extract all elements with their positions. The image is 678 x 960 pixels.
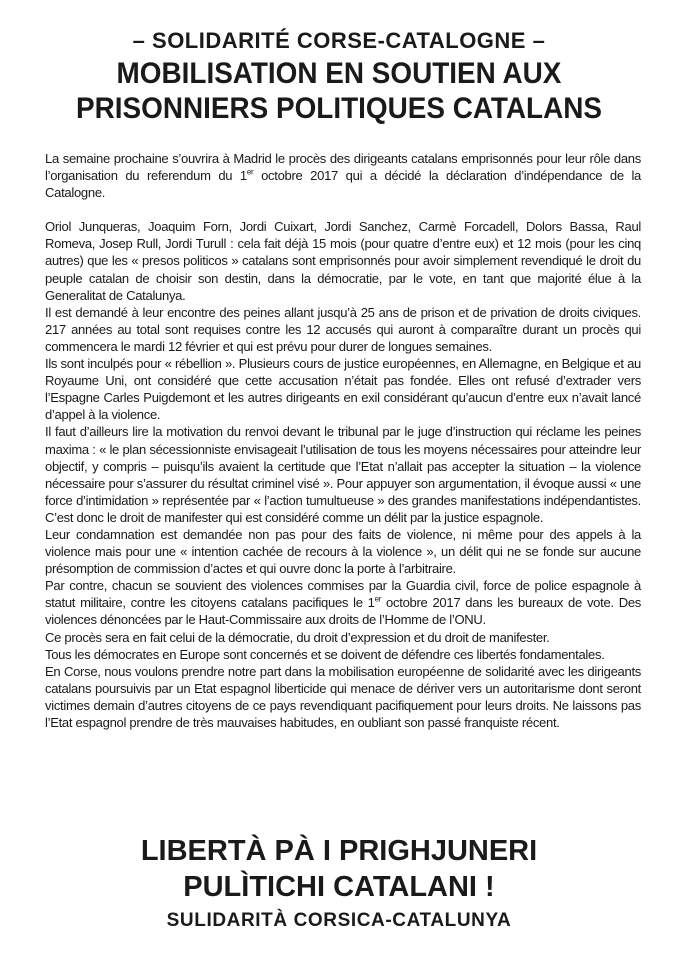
paragraph-democracy: Ce procès sera en fait celui de la démocratie, du droit d’expression et du droit de manifester.	[45, 629, 550, 645]
main-title-line-2: PRISONNIERS POLITIQUES CATALANS	[75, 92, 603, 125]
kicker-heading: – SOLIDARITÉ CORSE-CATALOGNE –	[132, 28, 546, 53]
slogan-line-2: PULÌTICHI CATALANI !	[183, 871, 495, 903]
paragraph-condemnation: Leur condamnation est demandée non pas pour des faits de violence, ni même pour des appels à la violence mais pour une « intention cachée de recours à la violence », un délit qui ne se fonde sur aucune présomption de commission d’actes et qui ouvre donc la porte à l’arbitraire.	[45, 526, 641, 577]
paragraph-violence-text-a: Par contre, chacun se souvient des violences commises par la Guardia civil, force de police espagnole à statut militaire, contre les citoyens catalans pacifiques le 1	[45, 578, 641, 611]
main-title	[24, 56, 655, 126]
slogan-line-1: LIBERTÀ PÀ I PRIGHJUNERI	[140, 835, 538, 867]
slogan	[0, 833, 678, 905]
superscript-er-2: er	[374, 595, 382, 604]
paragraph-sentences: Il est demandé à leur encontre des peines allant jusqu’à 25 ans de prison et de privation de droits civiques. 217 années au total sont requises contre les 12 accusés qui auront à comparaître durant un procès qui commencera le mardi 12 février et qui est prévu pour durer de longues semaines.	[45, 304, 641, 354]
main-title-line-1: MOBILISATION EN SOUTIEN AUX	[116, 57, 562, 90]
paragraph-prisoners: Oriol Junqueras, Joaquim Forn, Jordi Cuixart, Jordi Sanchez, Carmè Forcadell, Dolors Bassa, Raul Romeva, Josep Rull, Jordi Turull : cela fait déjà 15 mois (pour quatre d’entre eux) et 12 mois (pour les cinq autres) que les « presos politicos » catalans sont emprisonnés pour avoir simplement revendiqué le droit du peuple catalan de choisir son destin, dans la démocratie, par le vote, en tant que majorité élue à la Generalitat de Catalunya.	[45, 219, 641, 303]
paragraph-motivation: Il faut d’ailleurs lire la motivation du renvoi devant le tribunal par le juge d’instruction qui réclame les peines maxima : « le plan sécessionniste envisageait l’utilisation de tous les moyens nécessaires pour atteindre leur objectif, y compris – puisqu’ils avaient la certitude que l’Etat n’allait pas accepter la situation – la violence nécessaire pour s’assurer du résultat criminel visé ». Pour appuyer son argumentation, il évoque aussi « une force d’intimidation » représentée par « l’action tumultueuse » des grandes manifestations indépendantistes. C’est donc le droit de manifester qui est considéré comme un délit par la justice espagnole.	[45, 424, 641, 525]
paragraph-corsica: En Corse, nous voulons prendre notre part dans la mobilisation européenne de solidarité avec les dirigeants catalans poursuivis par un Etat espagnol liberticide qui menace de dériver vers un autoritarisme dont seront victimes demain d’autres citoyens de ce pays revendiquant pacifiquement pour leurs droits. Ne laissons pas l’Etat espagnol prendre de très mauvaises habitudes, en oubliant son passé franquiste récent.	[45, 663, 641, 730]
paragraph-intro-text-a: La semaine prochaine s’ouvrira à Madrid le procès des dirigeants catalans emprisonnés pour leur rôle dans l’organisation du referendum du 1	[45, 151, 641, 184]
paragraph-intro	[45, 150, 641, 201]
paragraph-violence-text-b: octobre 2017 dans les bureaux de vote. Des violences dénoncées par le Haut-Commissaire aux droits de l’Homme de l’ONU.	[45, 595, 641, 628]
superscript-er: er	[246, 167, 254, 177]
signature: SULIDARITÀ CORSICA-CATALUNYA	[166, 910, 512, 931]
paragraph-europe: Tous les démocrates en Europe sont concernés et se doivent de défendre ces libertés fondamentales.	[45, 646, 605, 662]
paragraph-intro-text-b: octobre 2017 qui a décidé la déclaration d’indépendance de la Catalogne.	[45, 168, 641, 201]
paragraph-rebellion: Ils sont inculpés pour « rébellion ». Plusieurs cours de justice européennes, en Allemagne, en Belgique et au Royaume Uni, ont considéré que cette accusation n’était pas fondée. Elles ont refusé d’extrader vers l’Espagne Carles Puigdemont et les autres dirigeants en exil considérant qu’aucun d’entre eux n’avait lancé d’appel à la violence.	[45, 356, 641, 423]
article-body	[45, 150, 641, 731]
paragraph-violence	[45, 577, 641, 628]
paragraph-spacer	[45, 201, 641, 218]
